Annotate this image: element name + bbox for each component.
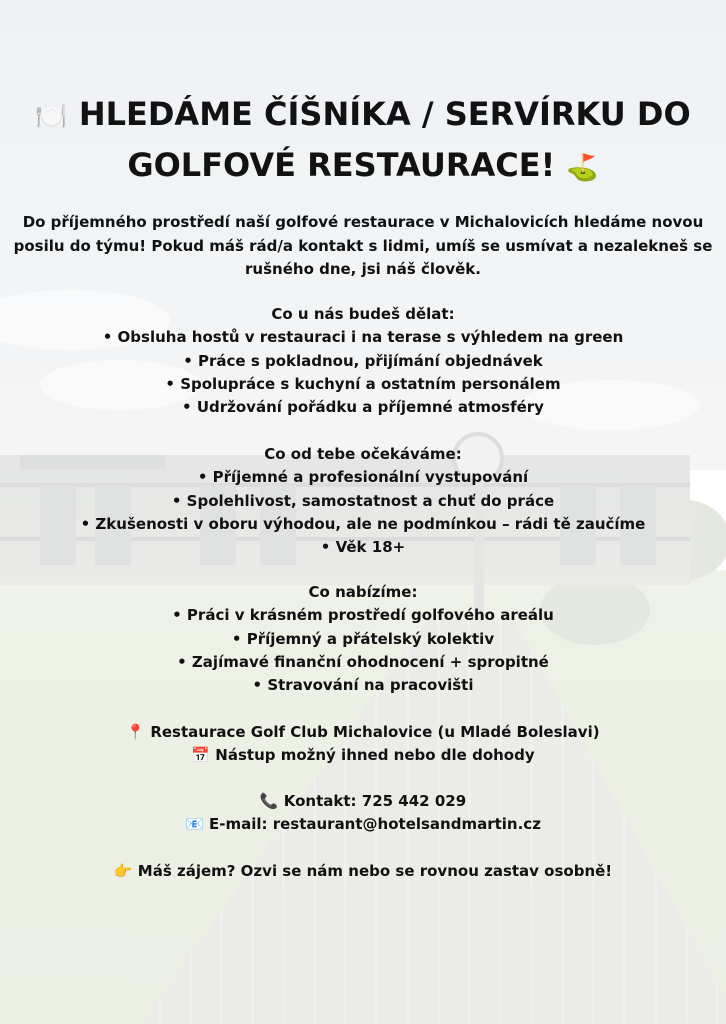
headline-line-1: HLEDÁME ČÍŠNÍKA / SERVÍRKU DO [78, 95, 691, 133]
phone-icon: 📞 [259, 792, 279, 810]
location-line [0, 721, 726, 744]
list-item: • Práci v krásném prostředí golfového areálu [172, 606, 554, 625]
contact-section [0, 790, 726, 837]
list-item: • Věk 18+ [320, 538, 406, 557]
list-item: • Udržování pořádku a příjemné atmosféry [182, 398, 544, 417]
start-date-line [0, 744, 726, 767]
location-section [0, 721, 726, 768]
headline-line-2: GOLFOVÉ RESTAURACE! [127, 146, 556, 184]
section-heading: Co u nás budeš dělat: [271, 305, 455, 323]
list-item: • Příjemné a profesionální vystupování [197, 468, 529, 487]
email-text: E-mail: restaurant@hotelsandmartin.cz [208, 815, 541, 834]
list-item: • Stravování na pracovišti [252, 676, 474, 695]
cta-line [0, 860, 726, 883]
section-heading: Co nabízíme: [308, 583, 418, 601]
list-item: • Spolupráce s kuchyní a ostatním personálem [165, 374, 561, 393]
list-item: • Práce s pokladnou, přijímání objednávek [183, 351, 543, 370]
list-item: • Příjemný a přátelský kolektiv [231, 629, 495, 648]
cta-text: Máš zájem? Ozvi se nám nebo se rovnou zastav osobně! [137, 862, 613, 880]
headline [10, 90, 716, 192]
list-item: • Zkušenosti v oboru výhodou, ale ne podmínkou – rádi tě zaučíme [80, 514, 646, 533]
list-item: • Spolehlivost, samostatnost a chuť do práce [171, 491, 555, 510]
expectations-section [0, 443, 726, 559]
phone-text: Kontakt: 725 442 029 [283, 792, 467, 810]
email-line [0, 813, 726, 836]
list-item: • Zajímavé finanční ohodnocení + spropitné [177, 652, 549, 671]
golf-flag-icon: ⛳ [566, 153, 599, 183]
list-item: • Obsluha hostů v restauraci i na terase s výhledem na green [102, 328, 624, 347]
start-date-text: Nástup možný ihned nebo dle dohody [215, 746, 535, 765]
location-text: Restaurace Golf Club Michalovice (u Mladé Boleslavi) [150, 723, 600, 741]
duties-section [0, 303, 726, 419]
offer-section [0, 581, 726, 697]
call-to-action [0, 860, 726, 883]
section-heading: Co od tebe očekáváme: [264, 445, 462, 463]
plate-cutlery-icon: 🍽️ [35, 102, 68, 132]
calendar-icon: 📅 [191, 746, 211, 765]
pointing-hand-icon: 👉 [113, 862, 133, 880]
intro-paragraph: Do příjemného prostředí naší golfové restaurace v Michalovicích hledáme novou posilu do týmu! Pokud máš rád/a kontakt s lidmi, umíš se usmívat a nezalekneš se rušného dne, jsi náš člověk. [13, 213, 713, 278]
email-icon: 📧 [185, 815, 204, 834]
phone-line [0, 790, 726, 813]
map-pin-icon: 📍 [126, 723, 146, 741]
